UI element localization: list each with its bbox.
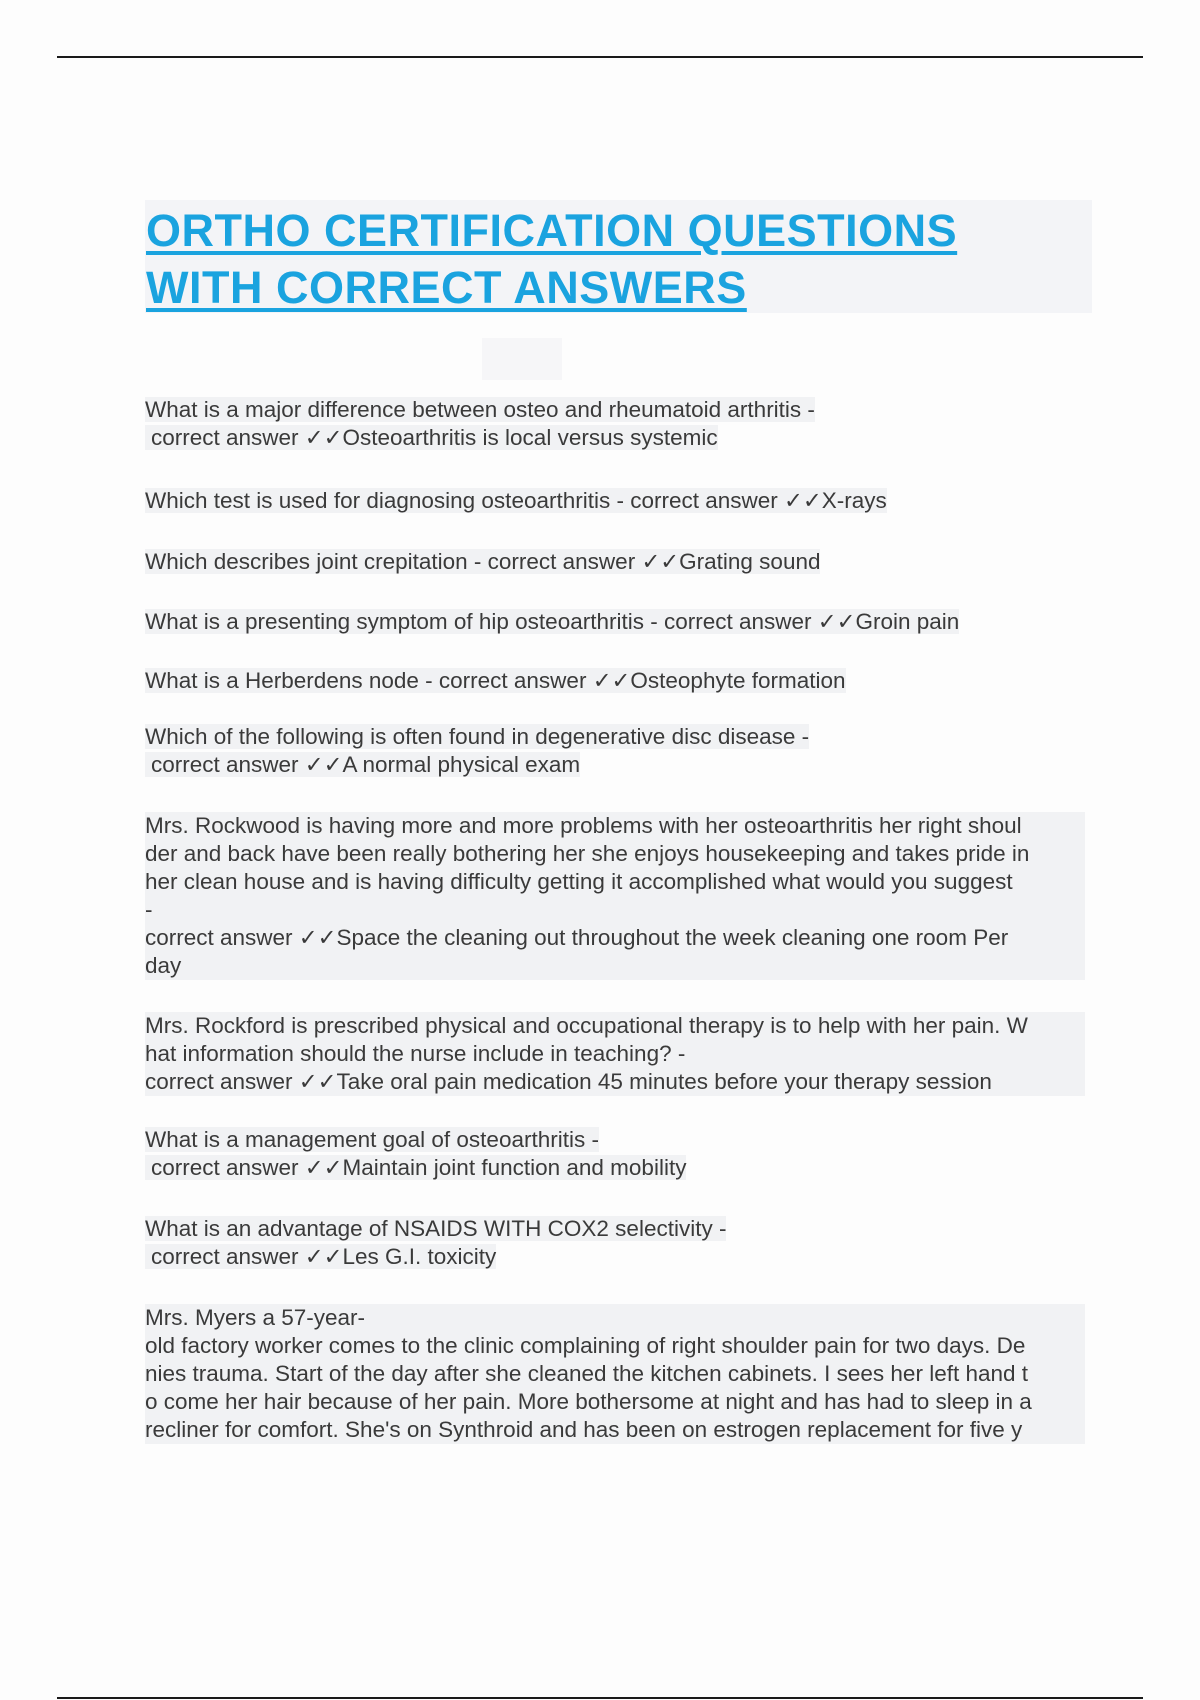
paragraph-line: der and back have been really bothering her she enjoys housekeeping and takes pride in (145, 841, 1030, 866)
footer-rule (57, 1697, 1143, 1699)
question-text: What is a major difference between osteo and rheumatoid arthritis - (145, 397, 815, 422)
paragraph-line: hat information should the nurse include in teaching? - (145, 1041, 686, 1066)
paragraph-line: Mrs. Rockwood is having more and more problems with her osteoarthritis her right shoul (145, 813, 1022, 838)
question-text: Which describes joint crepitation - correct answer ✓✓Grating sound (145, 549, 821, 574)
qa-item (145, 723, 1095, 779)
question-text: Which of the following is often found in degenerative disc disease - (145, 724, 810, 749)
paragraph-line: nies trauma. Start of the day after she cleaned the kitchen cabinets. I sees her left hand t (145, 1361, 1029, 1386)
document-title[interactable] (146, 202, 1086, 316)
paragraph-line: correct answer ✓✓Take oral pain medication 45 minutes before your therapy session (145, 1069, 992, 1094)
qa-item (145, 396, 1095, 452)
header-rule (57, 56, 1143, 58)
qa-item (145, 487, 1095, 515)
paragraph-line: Mrs. Rockford is prescribed physical and occupational therapy is to help with her pain. W (145, 1013, 1028, 1038)
blank-mark (482, 338, 562, 380)
qa-item (145, 667, 1095, 695)
qa-item (145, 548, 1095, 576)
qa-item (145, 1215, 1095, 1271)
paragraph-line: - (145, 897, 153, 922)
question-text: What is a management goal of osteoarthritis - (145, 1127, 599, 1152)
paragraph-line: day (145, 953, 182, 978)
answer-text: correct answer ✓✓Maintain joint function and mobility (145, 1155, 686, 1180)
paragraph-line: o come her hair because of her pain. More bothersome at night and has had to sleep in a (145, 1389, 1032, 1414)
answer-text: correct answer ✓✓Les G.I. toxicity (145, 1244, 496, 1269)
question-text: Which test is used for diagnosing osteoarthritis - correct answer ✓✓X-rays (145, 488, 887, 513)
qa-item (145, 1012, 1085, 1096)
paragraph-line: old factory worker comes to the clinic complaining of right shoulder pain for two days. De (145, 1333, 1026, 1358)
answer-text: correct answer ✓✓A normal physical exam (145, 752, 580, 777)
paragraph-line: Mrs. Myers a 57-year- (145, 1305, 366, 1330)
qa-item (145, 1126, 1095, 1182)
paragraph-line: her clean house and is having difficulty getting it accomplished what would you suggest (145, 869, 1013, 894)
answer-text: correct answer ✓✓Osteoarthritis is local versus systemic (145, 425, 718, 450)
title-line-1: ORTHO CERTIFICATION QUESTIONS (146, 205, 958, 256)
question-text: What is a Herberdens node - correct answer ✓✓Osteophyte formation (145, 668, 846, 693)
question-text: What is an advantage of NSAIDS WITH COX2 selectivity - (145, 1216, 727, 1241)
qa-item (145, 1304, 1085, 1444)
paragraph-line: correct answer ✓✓Space the cleaning out throughout the week cleaning one room Per (145, 925, 1009, 950)
paragraph-line: recliner for comfort. She's on Synthroid and has been on estrogen replacement for five y (145, 1417, 1023, 1442)
title-line-2: WITH CORRECT ANSWERS (146, 262, 747, 313)
question-text: What is a presenting symptom of hip osteoarthritis - correct answer ✓✓Groin pain (145, 609, 960, 634)
qa-item (145, 812, 1085, 980)
qa-item (145, 608, 1095, 636)
